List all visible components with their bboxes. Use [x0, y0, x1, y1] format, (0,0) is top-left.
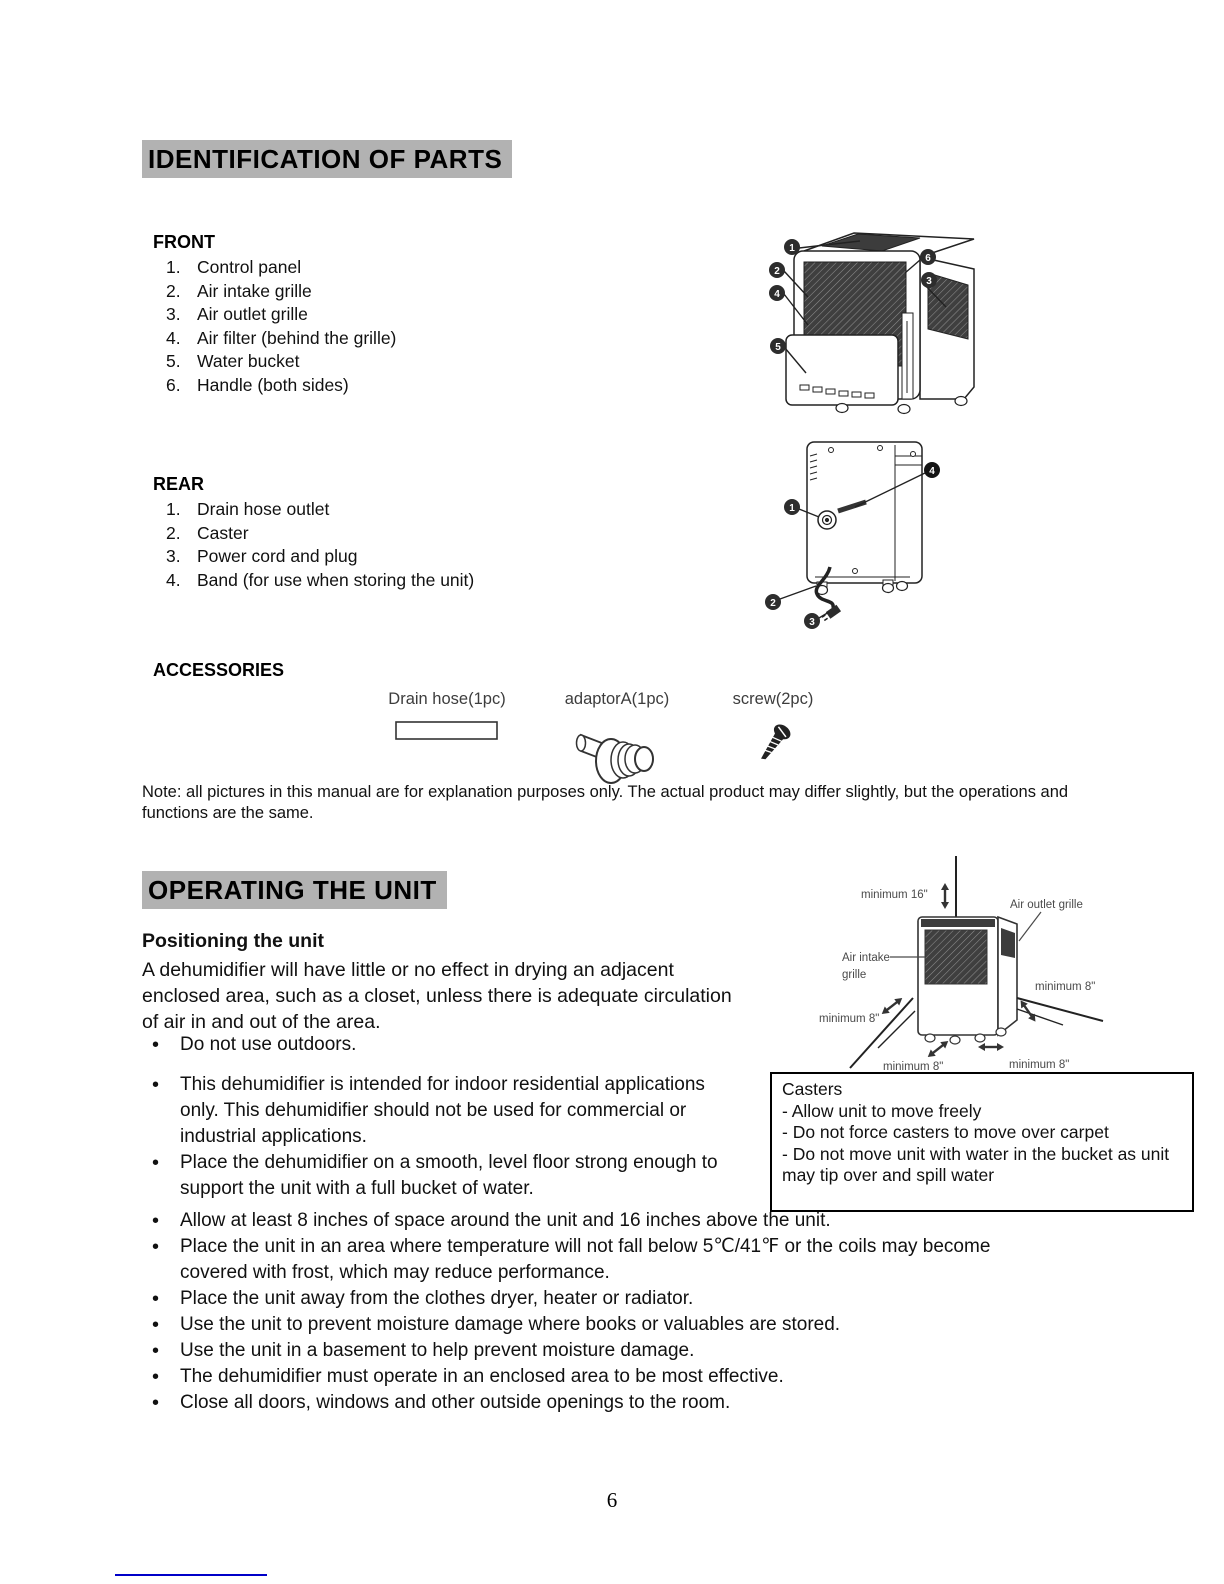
svg-text:3: 3	[926, 276, 932, 287]
svg-text:minimum 8": minimum 8"	[883, 1061, 944, 1073]
caster-wheel	[836, 404, 848, 413]
svg-text:1: 1	[789, 243, 795, 254]
svg-text:Air outlet grille: Air outlet grille	[1010, 899, 1083, 911]
caster-wheel	[897, 582, 908, 591]
svg-text:grille: grille	[842, 969, 867, 981]
svg-text:minimum 8": minimum 8"	[819, 1013, 880, 1025]
accessory-screw	[718, 690, 828, 771]
operating-the-unit-header: OPERATING THE UNIT	[142, 871, 447, 909]
front-heading: FRONT	[153, 232, 215, 252]
svg-text:3: 3	[809, 617, 815, 628]
list-item: Air filter (behind the grille)	[197, 327, 397, 348]
svg-text:5: 5	[775, 342, 781, 353]
list-item: Water bucket	[197, 351, 300, 371]
positioning-clearance-diagram	[795, 848, 1195, 1076]
list-item: Power cord and plug	[197, 546, 358, 566]
page-number: 6	[606, 1488, 618, 1512]
casters-title: Casters	[782, 1079, 843, 1099]
front-parts-list	[145, 256, 625, 397]
identification-of-parts-header: IDENTIFICATION OF PARTS	[142, 140, 512, 178]
svg-text:minimum 16": minimum 16"	[861, 889, 928, 901]
bullet-item: • Close all doors, windows and other outside openings to the room.	[142, 1390, 1022, 1416]
power-plug	[821, 605, 841, 622]
manual-note: Note: all pictures in this manual are for explanation purposes only. The actual product may differ slightly, but the operations and functions are the same.	[142, 783, 1069, 822]
drain-hose-label: Drain hose(1pc)	[388, 690, 506, 708]
screw-dot	[853, 569, 858, 574]
positioning-bullets-narrow	[142, 1032, 726, 1202]
svg-text:Air intake: Air intake	[842, 952, 890, 964]
svg-text:4: 4	[774, 289, 780, 300]
positioning-bullets-wide	[142, 1208, 1022, 1416]
bullet-item: • Place the unit in an area where temperature will not fall below 5℃/41℉ or the coils may become covered with frost, which may reduce performance.	[142, 1234, 1022, 1286]
bullet-item: • Use the unit to prevent moisture damage where books or valuables are stored.	[142, 1312, 1022, 1338]
rear-parts-list	[145, 498, 665, 592]
casters-line: - Do not force casters to move over carpet	[782, 1122, 1109, 1142]
screw-label: screw(2pc)	[732, 690, 814, 708]
screw-icon	[751, 719, 795, 771]
unit-top-strip	[921, 919, 995, 927]
caster-wheel	[883, 584, 894, 593]
bullet-item: • Place the dehumidifier on a smooth, level floor strong enough to support the unit with a full bucket of water.	[142, 1150, 726, 1202]
screw-dot	[911, 452, 916, 457]
dehumidifier-rear-drawing	[807, 442, 922, 622]
svg-text:2: 2	[770, 598, 776, 609]
bottom-link-underline[interactable]	[115, 1574, 267, 1576]
adaptor-icon	[573, 719, 661, 791]
list-item: Drain hose outlet	[197, 499, 330, 519]
list-item: Caster	[197, 522, 249, 543]
screw-dot	[878, 446, 883, 451]
rear-view-diagram	[743, 420, 1028, 655]
front-view-diagram	[742, 215, 1012, 420]
accessory-adaptor	[552, 690, 682, 791]
list-item: Handle (both sides)	[197, 374, 349, 395]
svg-text:2: 2	[774, 266, 780, 277]
positioning-intro: A dehumidifier will have little or no effect in drying an adjacent enclosed area, such as a closet, unless there is adequate circulation of air in and out of the area.	[142, 959, 732, 1033]
bullet-item: • Allow at least 8 inches of space around the unit and 16 inches above the unit.	[142, 1208, 1022, 1234]
svg-text:minimum 8": minimum 8"	[1035, 981, 1096, 993]
list-item: Air intake grille	[197, 280, 312, 301]
positioning-heading: Positioning the unit	[142, 930, 324, 952]
svg-text:4: 4	[929, 466, 935, 477]
svg-text:6: 6	[925, 253, 931, 264]
accessory-drain-hose	[372, 690, 522, 743]
casters-line: - Allow unit to move freely	[782, 1100, 982, 1121]
bullet-item: • Use the unit in a basement to help prevent moisture damage.	[142, 1338, 1022, 1364]
accessories-heading: ACCESSORIES	[153, 660, 285, 680]
drain-hose-icon	[394, 719, 500, 743]
svg-text:1: 1	[789, 503, 795, 514]
svg-text:minimum 8": minimum 8"	[1009, 1059, 1070, 1071]
bullet-item: • Place the unit away from the clothes dryer, heater or radiator.	[142, 1286, 1022, 1312]
caster-wheel	[898, 405, 910, 414]
bullet-item: • The dehumidifier must operate in an enclosed area to be most effective.	[142, 1364, 1022, 1390]
list-item: Control panel	[197, 257, 302, 277]
list-item: Band (for use when storing the unit)	[197, 569, 475, 590]
air-intake-grille-area	[925, 930, 987, 984]
caster-wheel	[955, 397, 967, 406]
bullet-item: • Do not use outdoors.	[142, 1032, 726, 1058]
casters-note-box	[770, 1072, 1194, 1212]
rear-heading: REAR	[153, 474, 205, 494]
list-item: Air outlet grille	[197, 304, 308, 324]
air-outlet-grille-area	[1001, 928, 1015, 958]
dehumidifier-front-drawing	[786, 233, 974, 414]
bullet-item: • This dehumidifier is intended for indoor residential applications only. This dehumidifier should not be used for commercial or industrial applications.	[142, 1072, 726, 1150]
screw-dot	[829, 448, 834, 453]
casters-line: - Do not move unit with water in the bucket as unit may tip over and spill water	[782, 1143, 1170, 1185]
adaptor-label: adaptorA(1pc)	[564, 690, 670, 708]
